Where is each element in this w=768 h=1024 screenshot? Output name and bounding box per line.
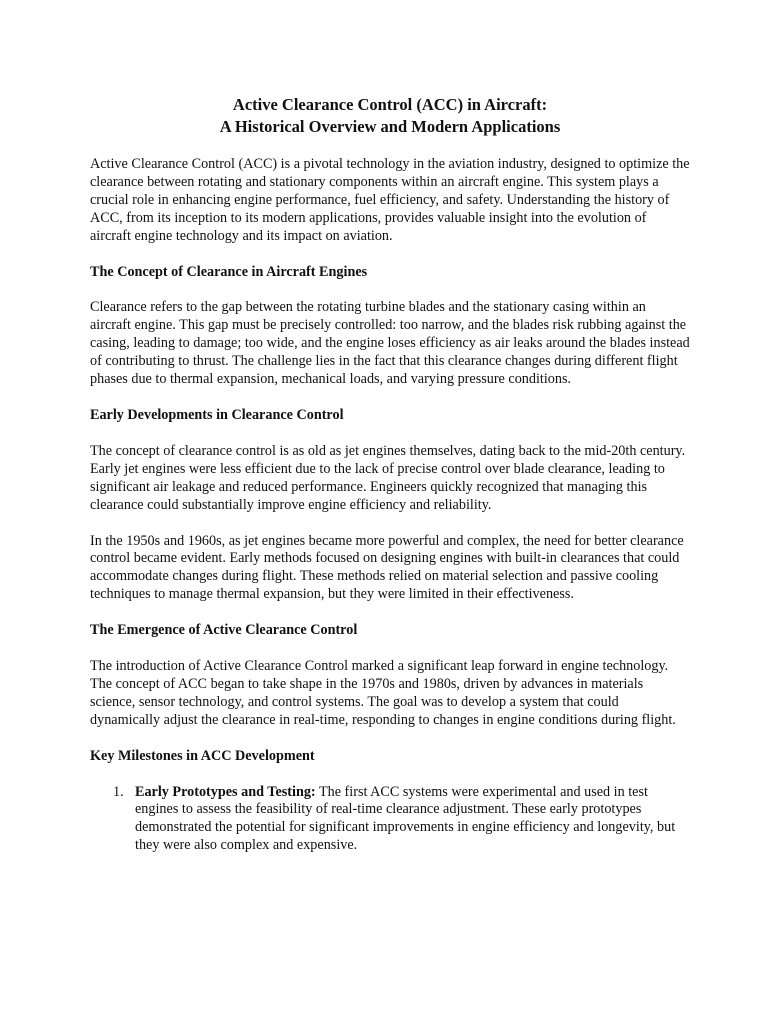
paragraph-clearance-definition: Clearance refers to the gap between the rotating turbine blades and the stationary casing within an aircraft engine. This gap must be precisely controlled: too narrow, and the blades risk rubbing against the casing, leading to damage; too wide, and the engine loses efficiency as air leaks around the blades instead of contributing to thrust. The challenge lies in the fact that this clearance changes during different flight phases due to thermal expansion, mechanical loads, and varying pressure conditions. [90,299,690,388]
intro-paragraph: Active Clearance Control (ACC) is a pivotal technology in the aviation industry, designed to optimize the clearance between rotating and stationary components within an aircraft engine. This system plays a crucial role in enhancing engine performance, fuel efficiency, and safety. Understanding the history of ACC, from its inception to its modern applications, provides valuable insight into the evolution of aircraft engine technology and its impact on aviation. [90,156,690,244]
milestones-list [90,784,690,856]
list-item-lead: Early Prototypes and Testing: [135,783,316,800]
list-item-text: The first ACC systems were experimental and used in test engines to assess the feasibility of real-time clearance adjustment. These early prototypes demonstrated the potential for significant improvements in engine efficiency and longevity, but they were also complex and expensive. [135,783,676,854]
section-heading-emergence: The Emergence of Active Clearance Control [90,622,358,639]
title-line-2: A Historical Overview and Modern Applications [219,117,561,136]
section-heading-concept: The Concept of Clearance in Aircraft Engines [90,263,368,280]
paragraph-1950s-1960s: In the 1950s and 1960s, as jet engines became more powerful and complex, the need for better clearance control became evident. Early methods focused on designing engines with built-in clearances that could accommodate changes during flight. These methods relied on material selection and passive cooling techniques to manage thermal expansion, but they were limited in their effectiveness. [90,532,684,603]
title-line-1: Active Clearance Control (ACC) in Aircraft: [232,95,548,114]
document-page [90,94,690,855]
section-heading-milestones: Key Milestones in ACC Development [90,747,315,764]
document-title [90,94,690,138]
paragraph-acc-introduction: The introduction of Active Clearance Control marked a significant leap forward in engine technology. The concept of ACC began to take shape in the 1970s and 1980s, driven by advances in materials science, sensor technology, and control systems. The goal was to develop a system that could dynamically adjust the clearance in real-time, responding to changes in engine conditions during flight. [90,658,676,728]
list-item [90,784,690,856]
section-heading-early-developments: Early Developments in Clearance Control [90,406,344,423]
paragraph-early-jet-engines: The concept of clearance control is as old as jet engines themselves, dating back to the mid-20th century. Early jet engines were less efficient due to the lack of precise control over blade clearance, leading to significant air leakage and reduced performance. Engineers quickly recognized that managing this clearance could substantially improve engine efficiency and reliability. [90,442,686,513]
list-item-number: 1. [113,783,124,800]
